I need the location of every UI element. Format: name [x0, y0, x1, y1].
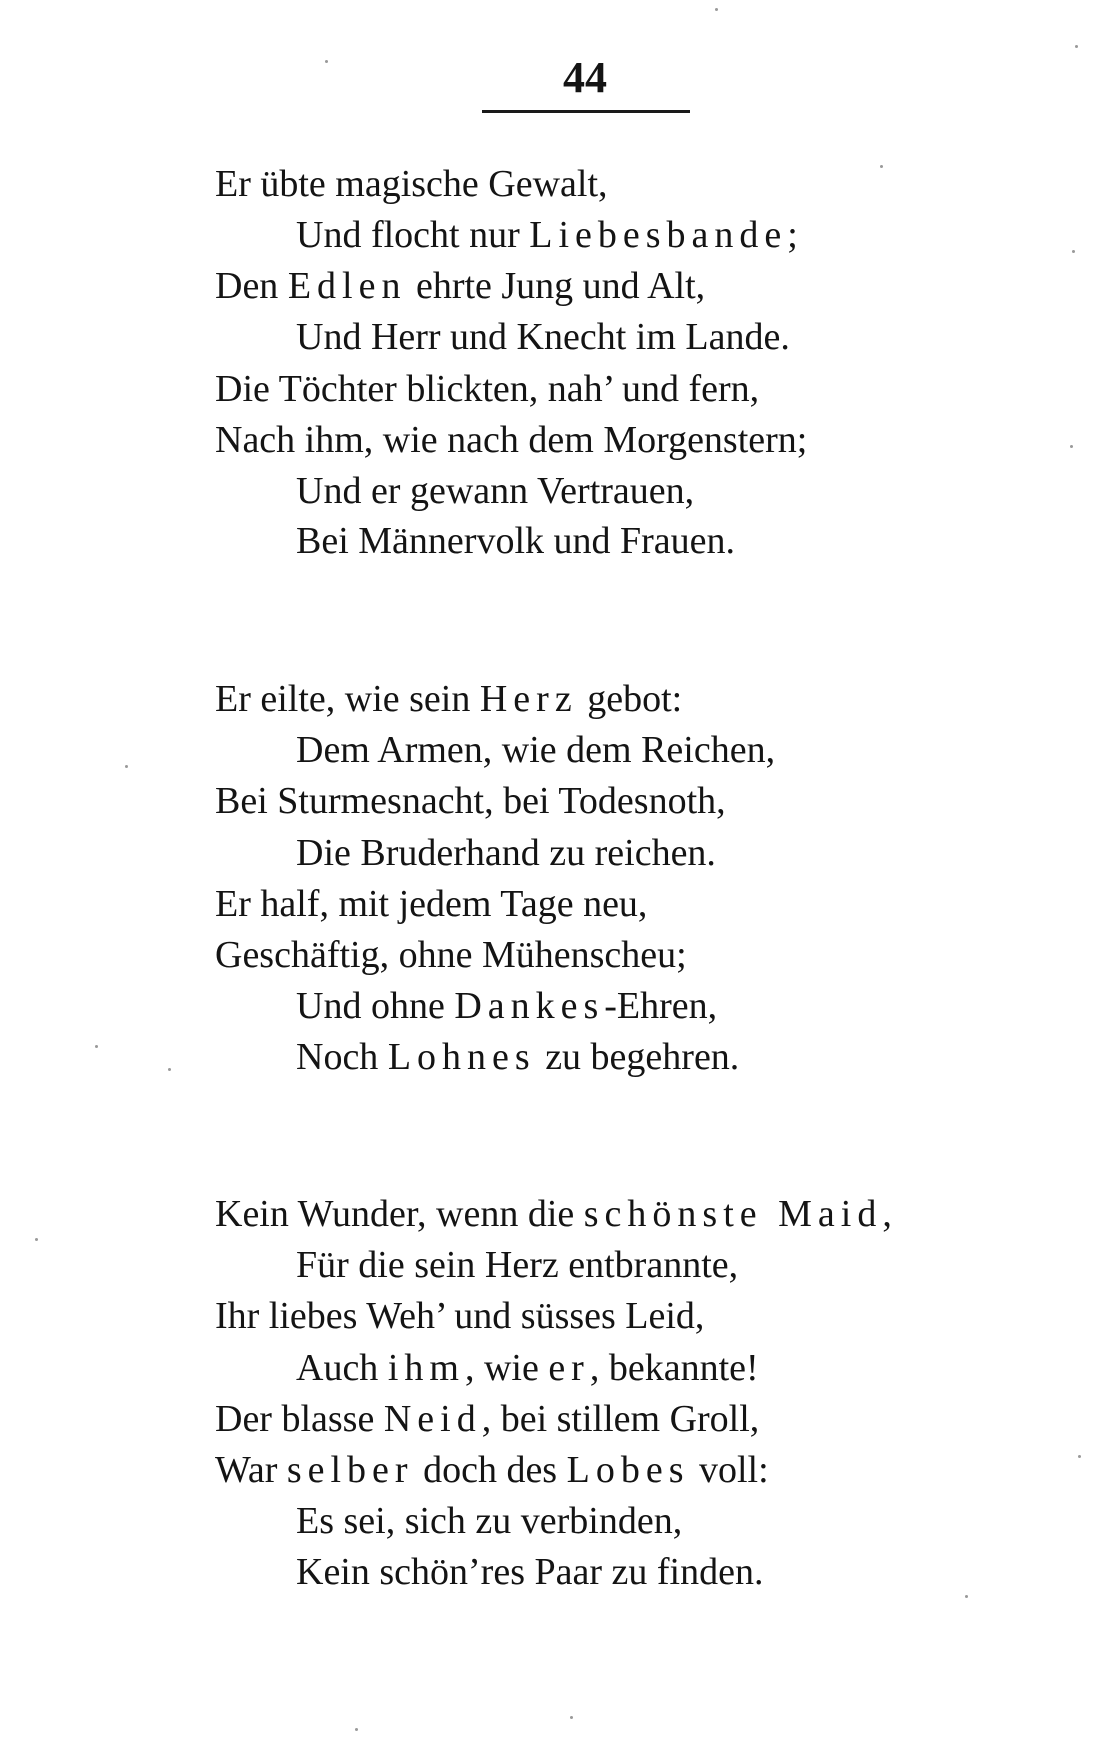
paper-speck: [570, 1716, 573, 1719]
verse-text: Bei Männervolk und Frauen.: [296, 520, 736, 562]
verse-text: Und er gewann Vertrauen,: [296, 470, 695, 512]
verse-text: Noch: [296, 1036, 388, 1078]
page-number: 44: [563, 53, 607, 102]
paper-speck: [1072, 250, 1075, 253]
verse-line: [215, 370, 759, 408]
verse-text: , bei stillem Groll,: [481, 1398, 760, 1440]
verse-line: [296, 1349, 759, 1387]
paper-speck: [715, 8, 718, 11]
verse-line: [296, 1038, 739, 1076]
verse-text: Er eilte, wie sein: [215, 678, 480, 720]
spaced-emphasis: Lohnes: [387, 1036, 536, 1078]
verse-text: ehrte Jung und Alt,: [406, 265, 706, 307]
paper-speck: [1075, 45, 1078, 48]
verse-text: Für die sein Herz entbrannte,: [296, 1244, 739, 1286]
paper-speck: [95, 1045, 98, 1048]
spaced-emphasis: ihm: [387, 1347, 465, 1389]
spaced-emphasis: Lobes: [566, 1449, 690, 1491]
verse-line: [215, 885, 647, 923]
verse-text: Die Töchter blickten, nah’ und fern,: [215, 368, 760, 410]
verse-line: [296, 1553, 763, 1591]
verse-line: [215, 1451, 769, 1489]
verse-text: ;: [787, 214, 798, 256]
verse-line: [296, 1246, 738, 1284]
verse-line: [215, 1297, 704, 1335]
verse-line: [215, 421, 807, 459]
verse-text: Den: [215, 265, 288, 307]
verse-line: [215, 782, 726, 820]
verse-text: -Ehren,: [604, 985, 718, 1027]
verse-text: Nach ihm, wie nach dem Morgenstern;: [215, 419, 808, 461]
spaced-emphasis: Neid: [383, 1398, 482, 1440]
verse-text: gebot:: [577, 678, 683, 720]
verse-line: [296, 987, 717, 1025]
verse-text: Und flocht nur: [296, 214, 530, 256]
spaced-emphasis: Liebesbande: [529, 214, 788, 256]
spaced-emphasis: Edlen: [287, 265, 407, 307]
paper-speck: [168, 1068, 171, 1071]
verse-text: doch des: [413, 1449, 567, 1491]
verse-text: Ihr liebes Weh’ und süsses Leid,: [215, 1295, 705, 1337]
verse-text: Und Herr und Knecht im Lande.: [296, 316, 790, 358]
paper-speck: [125, 765, 128, 768]
verse-text: voll:: [689, 1449, 769, 1491]
verse-line: [215, 165, 608, 203]
verse-text: Kein Wunder, wenn die: [215, 1193, 584, 1235]
verse-line: [215, 936, 687, 974]
spaced-emphasis: er: [548, 1347, 590, 1389]
verse-line: [215, 1195, 892, 1233]
verse-text: Kein schön’res Paar zu finden.: [296, 1551, 764, 1593]
paper-speck: [35, 1238, 38, 1241]
verse-line: [296, 472, 694, 510]
verse-text: Geschäftig, ohne Mühenscheu;: [215, 934, 687, 976]
verse-text: War: [215, 1449, 287, 1491]
verse-text: zu begehren.: [535, 1036, 740, 1078]
paper-speck: [325, 60, 328, 63]
verse-line: [296, 1502, 682, 1540]
verse-line: [215, 680, 682, 718]
paper-speck: [1078, 1455, 1081, 1458]
verse-text: Er half, mit jedem Tage neu,: [215, 883, 648, 925]
verse-line: [215, 267, 705, 305]
paper-speck: [355, 1728, 358, 1731]
verse-line: [215, 1400, 759, 1438]
spaced-emphasis: schönste Maid: [583, 1193, 883, 1235]
verse-line: [296, 522, 735, 560]
spaced-emphasis: selber: [286, 1449, 414, 1491]
verse-line: [296, 731, 775, 769]
verse-text: ,: [882, 1193, 892, 1235]
paper-speck: [880, 165, 883, 168]
verse-text: Dem Armen, wie dem Reichen,: [296, 729, 776, 771]
header-rule: [482, 110, 690, 113]
verse-text: Er übte magische Gewalt,: [215, 163, 608, 205]
spaced-emphasis: Herz: [479, 678, 578, 720]
verse-line: [296, 834, 716, 872]
verse-text: Es sei, sich zu verbinden,: [296, 1500, 683, 1542]
verse-line: [296, 216, 798, 254]
verse-text: , bekannte!: [589, 1347, 759, 1389]
paper-speck: [965, 1595, 968, 1598]
verse-text: Der blasse: [215, 1398, 384, 1440]
paper-speck: [1070, 445, 1073, 448]
verse-text: Die Bruderhand zu reichen.: [296, 832, 716, 874]
verse-line: [296, 318, 790, 356]
verse-text: Auch: [296, 1347, 388, 1389]
spaced-emphasis: Dankes: [454, 985, 605, 1027]
verse-text: Und ohne: [296, 985, 455, 1027]
verse-text: Bei Sturmesnacht, bei Todesnoth,: [215, 780, 726, 822]
verse-text: , wie: [464, 1347, 549, 1389]
